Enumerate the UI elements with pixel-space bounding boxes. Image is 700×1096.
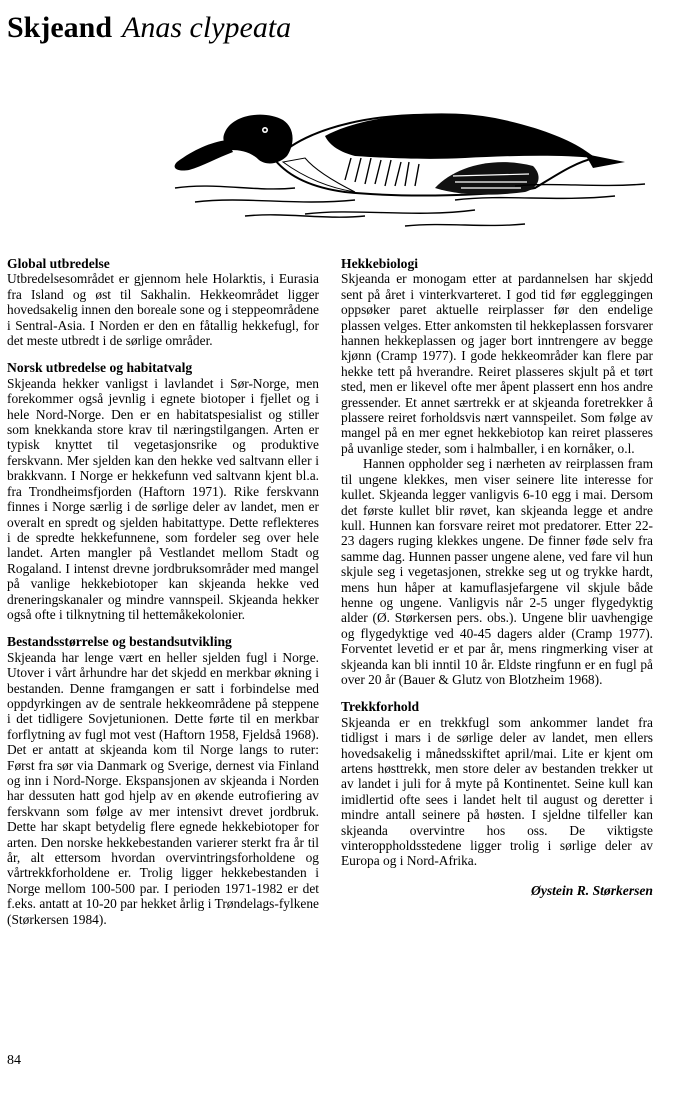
section-text-trekk: Skjeanda er en trekkfugl som ankommer landet fra tidligst i mars i de sørlige deler av landet, men ellers hovedsakelig i månedsskiftet april/mai. Lite er kjent om artens høsttrekk, men store deler av bestanden trekker ut av landet i juli for å myte på Kontinentet. Seine kull kan imidlertid ofte sees i landet helt til august og deretter i mindre antall seinere på høsten. I sjeldne tilfeller kan skjeanda overvintre hos oss. De viktigste vinteroppholdsstedene ligger trolig i sørlige deler av Europa og i Nord-Afrika. — [341, 714, 653, 869]
shoveler-duck-illustration — [155, 96, 655, 246]
page-title — [7, 8, 291, 48]
section-heading-trekk: Trekkforhold — [341, 699, 420, 715]
left-column — [7, 256, 319, 927]
section-heading-hekkebiologi: Hekkebiologi — [341, 256, 419, 271]
species-latin-name: Anas clypeata — [122, 11, 292, 44]
section-heading-bestand: Bestandsstørrelse og bestandsutvikling — [7, 634, 232, 650]
author-signature: Øystein R. Størkersen — [531, 882, 653, 898]
section-heading-global: Global utbredelse — [7, 256, 110, 271]
section-text-hekkebiologi: Skjeanda er monogam etter at pardannelsen har skjedd sent på året i vinterkvarteret. I god tid før eggleggingen oppsøker paret aktuelle reirplasser før den endelige plassen velges. Etter ankomsten til hekkeplassen forsvarer hannen hekkeplassen og jager bort inntrengere av begge kjønn (Cramp 1977). I gode hekkeområder kan flere par hekke tett på hverandre. Reiret plasseres skjult på et tørt sted, men er likevel ofte mer åpent plassert enn hos andre gressender. Et annet særtrekk er at skjeanda foretrekker å plassere reiret forholdsvis nært vannspeilet. Som følge av mangel på en mer egnet hekkebiotop kan reiret plasseres på uvanlige steder, som i halmballer, i en kornåker, o.l. — [341, 271, 653, 456]
section-text-global: Utbredelsesområdet er gjennom hele Holarktis, i Eurasia fra Island og øst til Sakhalin. Hekkeområdet ligger hovedsakelig innen den boreale sone og i steppeområdene i Sentral-Asia. I Norden er den en fåtallig hekkefugl, for det meste utbredt i de sørlige områder. — [7, 271, 319, 349]
section-heading-norsk: Norsk utbredelse og habitatvalg — [7, 360, 193, 376]
species-common-name: Skjeand — [7, 11, 113, 44]
section-text-bestand: Skjeanda har lenge vært en heller sjelden fugl i Norge. Utover i vårt århundre har det skjedd en merkbar økning i bestanden. Denne framgangen er satt i forbindelse med oppdyrkingen av de sentrale hekkeområdene på steppene i det tidligere Sovjetunionen. Dette førte til en merkbar forflytning av fugl mot vest (Haftorn 1958, Fjeldså 1968). Det er antatt at skjeanda kom til Norge langs to ruter: Først fra sør via Danmark og Sverige, dernest via Finland og inn i Nord-Norge. Ekspansjonen av skjeanda i Norden har dessuten hatt god hjelp av en økende eutrofiering av ferskvann som følge av mer intensivt drevet jordbruk. Dette har skapt betydelig flere egnede hekkebiotoper for arten. Den norske hekkebestanden varierer sterkt fra år til år, alt ettersom hvordan overvintringsforholdene og vårtrekkforholdene er. Trolig ligger hekkebestanden i Norge mellom 100-500 par. I perioden 1971-1982 er det f.eks. antatt at 10-20 par hekket årlig i Trøndelags-fylkene (Størkersen 1984). — [7, 649, 319, 927]
section-text-hekkebiologi-2: Hannen oppholder seg i nærheten av reirplassen fram til ungene klekkes, men viser seinere lite interesse for kullet. Skjeanda legger vanligvis 6-10 egg i mai. Dersom det første kullet blir røvet, kan skjeanda legge et andre kull. Hunnen kan forsvare reiret mot predatorer. Etter 22-23 dagers ruging klekkes ungene. De finner føde selv fra samme dag. Hunnen passer ungene alene, ved fare vil hun skjule seg i vegetasjonen, strekke seg ut og trykke hardt, mens hun håper at kamuflasjefargene vil skjule både henne og ungene. Vanligvis når 2-5 unger flygedyktig alder (Ø. Størkersen pers. obs.). Ungene blir uavhengige og flygedyktige ved 40-45 dagers alder (Cramp 1977). Forventet levetid er et par år, mens ringmerking viser at skjeanda kan bli inntil 10 år. Eldste ringfunn er en fugl på over 20 år (Bauer & Glutz von Blotzheim 1968). — [341, 456, 653, 687]
shoveler-duck-drawing-icon — [155, 96, 655, 246]
page-number: 84 — [7, 1053, 21, 1068]
section-text-norsk: Skjeanda hekker vanligst i lavlandet i Sør-Norge, men forekommer også jevnlig i egnete biotoper i fjellet og i hele Nord-Norge. Den er en habitatspesialist og stiller som knekkanda store krav til næringstilgangen. Arten er typisk knyttet til vegetasjonsrike og produktive ferskvann. Mer sjelden kan den hekke ved saltvann eller i brakkvann. I Norge er hekkefunn ved saltvann kjent bl.a. fra Trondheimsfjorden (Haftorn 1971). Rike ferskvann finnes i Norge særlig i de sørlige deler av landet, men er overalt en spredt og sjelden habitattype. Dette reflekteres i de spredte hekkefunnene, som fordeler seg over hele landet. Arten mangler på Vestlandet mellom Stadt og Rogaland. I intenst drevne jordbruksområder med mangel på vanlige hekkebiotoper kan skjeanda hekke ved dreneringskanaler og mindre vannspeil. Skjeanda hekker også ofte i tilknytning til hettemåkekolonier. — [7, 375, 319, 622]
right-column — [341, 256, 653, 898]
